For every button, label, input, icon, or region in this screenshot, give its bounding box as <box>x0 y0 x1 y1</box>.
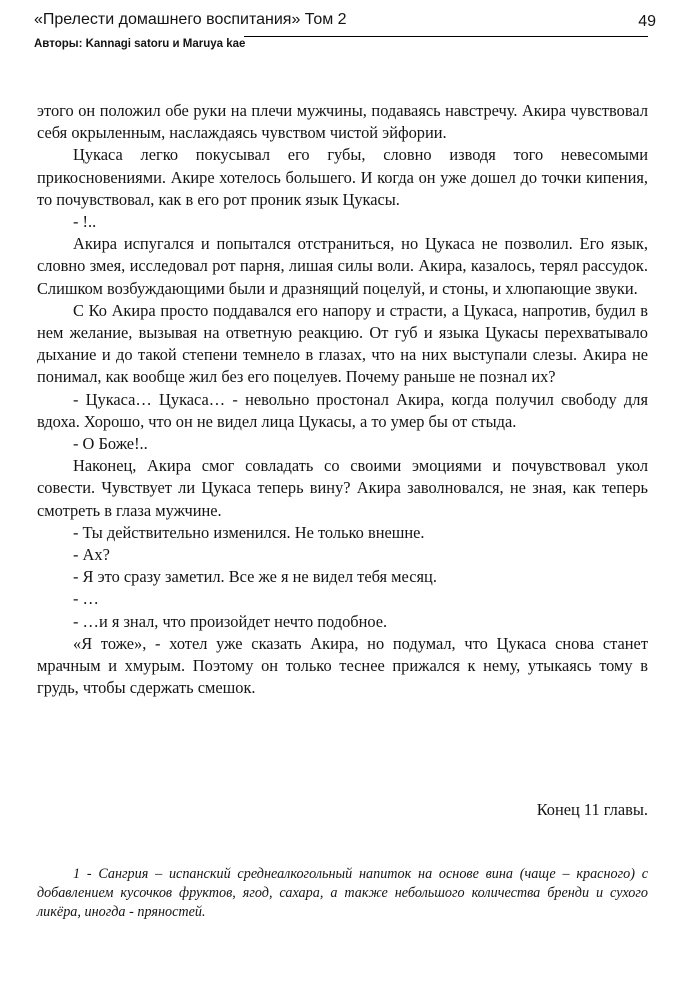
paragraph: Цукаса легко покусывал его губы, словно изводя того невесомыми прикосновениями. Акире хотелось большего. И когда он уже дошел до точки кипения, то почувствовал, как в его рот проник язык Цукасы. <box>37 145 648 209</box>
paragraph: - Ах? <box>73 545 110 565</box>
paragraph: - …и я знал, что произойдет нечто подобное. <box>73 611 388 631</box>
paragraph: - !.. <box>73 212 97 232</box>
paragraph: «Я тоже», - хотел уже сказать Акира, но подумал, что Цукаса снова станет мрачным и хмурым. Поэтому он только теснее прижался к нему, утыкаясь тому в грудь, чтобы сдержать смешок. <box>37 633 648 698</box>
authors-line: Авторы: Kannagi satoru и Maruya kae <box>34 38 246 50</box>
page-number: 49 <box>638 13 656 30</box>
paragraph: этого он положил обе руки на плечи мужчины, подаваясь навстречу. Акира чувствовал себя окрыленным, наслаждаясь чувством чистой эйфории. <box>37 101 648 143</box>
paragraph: - Цукаса… Цукаса… - невольно простонал Акира, когда получил свободу для вдоха. Хорошо, что он не видел лица Цукасы, а то умер бы от стыда. <box>37 389 648 431</box>
paragraph: Акира испугался и попытался отстраниться, но Цукаса не позволил. Его язык, словно змея, исследовал рот парня, лишая силы воли. Акира, казалось, терял рассудок. Слишком возбуждающими были и дразнящий поцелуй, и стоны, и хлюпающие звуки. <box>37 234 648 298</box>
paragraph: - … <box>73 589 99 609</box>
paragraph: - Ты действительно изменился. Не только внешне. <box>73 522 425 542</box>
paragraph: С Ко Акира просто поддавался его напору и страсти, а Цукаса, напротив, будил в нем желание, вызывая на ответную реакцию. От губ и языка Цукасы перехватывало дыхание и до такой степени темнело в глазах, что на них выступали слезы. Акира не понимал, как вообще жил без его поцелуев. Почему раньше не познал их? <box>37 300 648 387</box>
paragraph: Наконец, Акира смог совладать со своими эмоциями и почувствовал укол совести. Чувствует ли Цукаса теперь вину? Акира заволновался, не зная, как теперь смотреть в глаза мужчине. <box>37 456 648 520</box>
book-title: «Прелести домашнего воспитания» Том 2 <box>34 11 347 28</box>
paragraph: - О Боже!.. <box>73 434 148 454</box>
body-text <box>37 100 648 699</box>
paragraph: - Я это сразу заметил. Все же я не видел тебя месяц. <box>73 567 437 587</box>
page-header <box>34 10 656 58</box>
footnote: 1 - Сангрия – испанский среднеалкогольный напиток на основе вина (чаще – красного) с добавлением кусочков фруктов, ягод, сахара, а также небольшого количества бренди и сухого ликёра, иногда - пряностей. <box>37 866 648 920</box>
chapter-end: Конец 11 главы. <box>536 800 648 819</box>
header-rule <box>244 36 648 37</box>
